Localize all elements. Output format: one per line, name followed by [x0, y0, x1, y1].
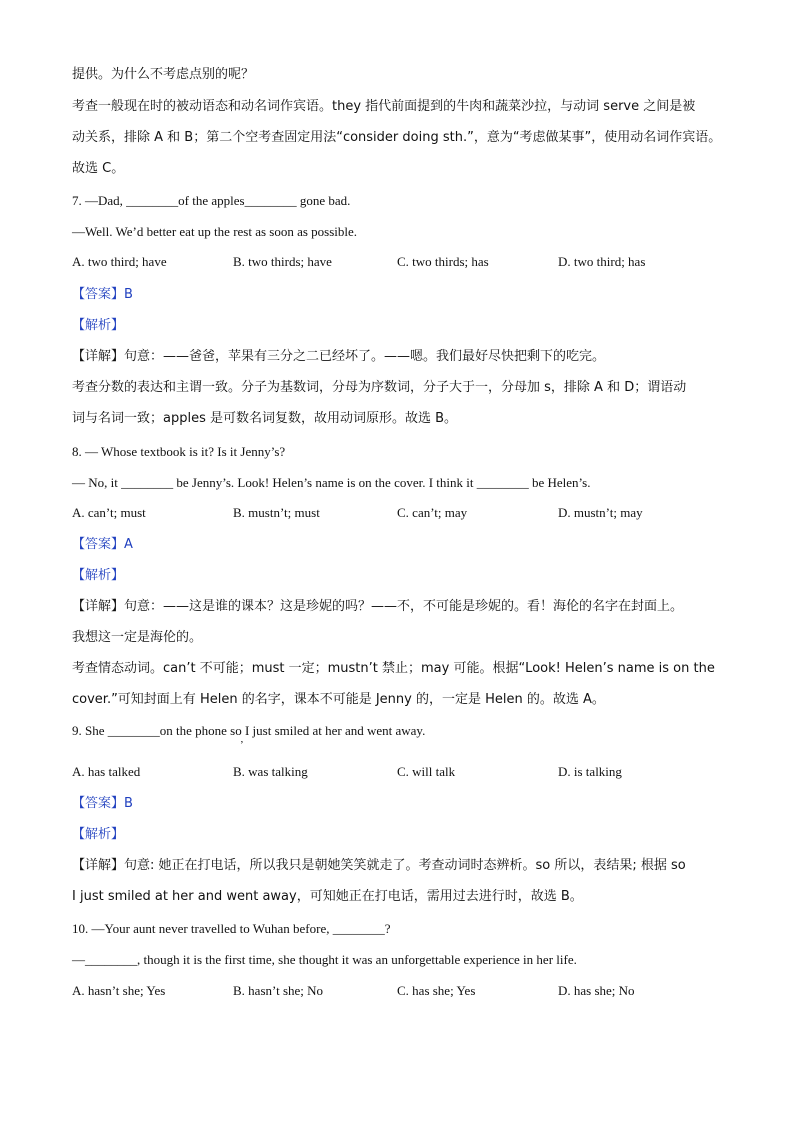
- question-8-answer: 【答案】A: [72, 537, 133, 552]
- question-7-option-b: B. two thirds; have: [233, 254, 332, 269]
- question-8-option-d: D. mustn’t; may: [558, 505, 643, 520]
- question-7-answer: 【答案】B: [72, 287, 133, 302]
- question-7-analysis-label: 【解析】: [72, 318, 125, 333]
- question-9-option-d: D. is talking: [558, 764, 622, 779]
- question-7-option-a: A. two third; have: [72, 254, 167, 269]
- question-7-reply: —Well. We’d better eat up the rest as soon as possible.: [72, 224, 358, 239]
- question-7-detail: 考查分数的表达和主谓一致。分子为基数词，分母为序数词，分子大于一，分母加 s，排除 A 和 D；谓语动: [72, 380, 687, 395]
- question-8-detail: cover.”可知封面上有 Helen 的名字，课本不可能是 Jenny 的，一定是 Helen 的。故选 A。: [72, 692, 605, 707]
- question-9-detail: 【详解】句意: 她正在打电话，所以我只是朝她笑笑就走了。考查动词时态辨析。so 所以，表结果; 根据 so: [72, 858, 686, 873]
- question-10-option-c: C. has she; Yes: [397, 983, 476, 998]
- question-10-stem: 10. —Your aunt never travelled to Wuhan before, ________?: [72, 921, 391, 936]
- question-8-detail: 我想这一定是海伦的。: [72, 630, 203, 645]
- question-8-detail: 考查情态动词。can’t 不可能；must 一定；mustn’t 禁止；may 可能。根据“Look! Helen’s name is on the: [72, 661, 715, 676]
- question-9-option-c: C. will talk: [397, 764, 456, 779]
- question-7-option-d: D. two third; has: [558, 254, 646, 269]
- question-9-stem: 9. She ________on the phone so I just smiled at her and went away.: [72, 723, 426, 738]
- question-8-detail: 【详解】句意：——这是谁的课本？这是珍妮的吗？——不，不可能是珍妮的。看！海伦的名字在封面上。: [72, 599, 684, 614]
- text-line: 提供。为什么不考虑点别的呢？: [72, 67, 255, 82]
- question-7-detail: 【详解】句意：——爸爸，苹果有三分之二已经坏了。——嗯。我们最好尽快把剩下的吃完。: [72, 349, 606, 364]
- question-9-answer: 【答案】B: [72, 796, 133, 811]
- question-8-reply: — No, it ________ be Jenny’s. Look! Helen’s name is on the cover. I think it ________ be Helen’s.: [72, 475, 591, 490]
- question-10-option-b: B. hasn’t she; No: [233, 983, 324, 998]
- text-line: 故选 C。: [72, 161, 125, 176]
- question-8-option-b: B. mustn’t; must: [233, 505, 320, 520]
- question-10-option-d: D. has she; No: [558, 983, 635, 998]
- text-line: 动关系，排除 A 和 B；第二个空考查固定用法“consider doing sth.”，意为“考虑做某事”，使用动名词作宾语。: [72, 130, 722, 145]
- question-8-analysis-label: 【解析】: [72, 568, 125, 583]
- question-7-stem: 7. —Dad, ________of the apples________ gone bad.: [72, 193, 351, 208]
- question-9-analysis-label: 【解析】: [72, 827, 125, 842]
- question-7-option-c: C. two thirds; has: [397, 254, 489, 269]
- question-10-reply: —________, though it is the first time, she thought it was an unforgettable experience in her life.: [72, 952, 577, 967]
- question-8-option-c: C. can’t; may: [397, 505, 468, 520]
- question-9-option-a: A. has talked: [72, 764, 141, 779]
- question-8-stem: 8. — Whose textbook is it? Is it Jenny’s?: [72, 444, 286, 459]
- question-9-option-b: B. was talking: [233, 764, 308, 779]
- text-line: 考查一般现在时的被动语态和动名词作宾语。they 指代前面提到的牛肉和蔬菜沙拉，与动词 serve 之间是被: [72, 99, 696, 114]
- stray-comma-mark: ’: [240, 739, 244, 751]
- question-8-option-a: A. can’t; must: [72, 505, 146, 520]
- question-7-detail: 词与名词一致；apples 是可数名词复数，故用动词原形。故选 B。: [72, 411, 458, 426]
- question-10-option-a: A. hasn’t she; Yes: [72, 983, 166, 998]
- question-9-detail: I just smiled at her and went away，可知她正在打电话，需用过去进行时，故选 B。: [72, 889, 583, 904]
